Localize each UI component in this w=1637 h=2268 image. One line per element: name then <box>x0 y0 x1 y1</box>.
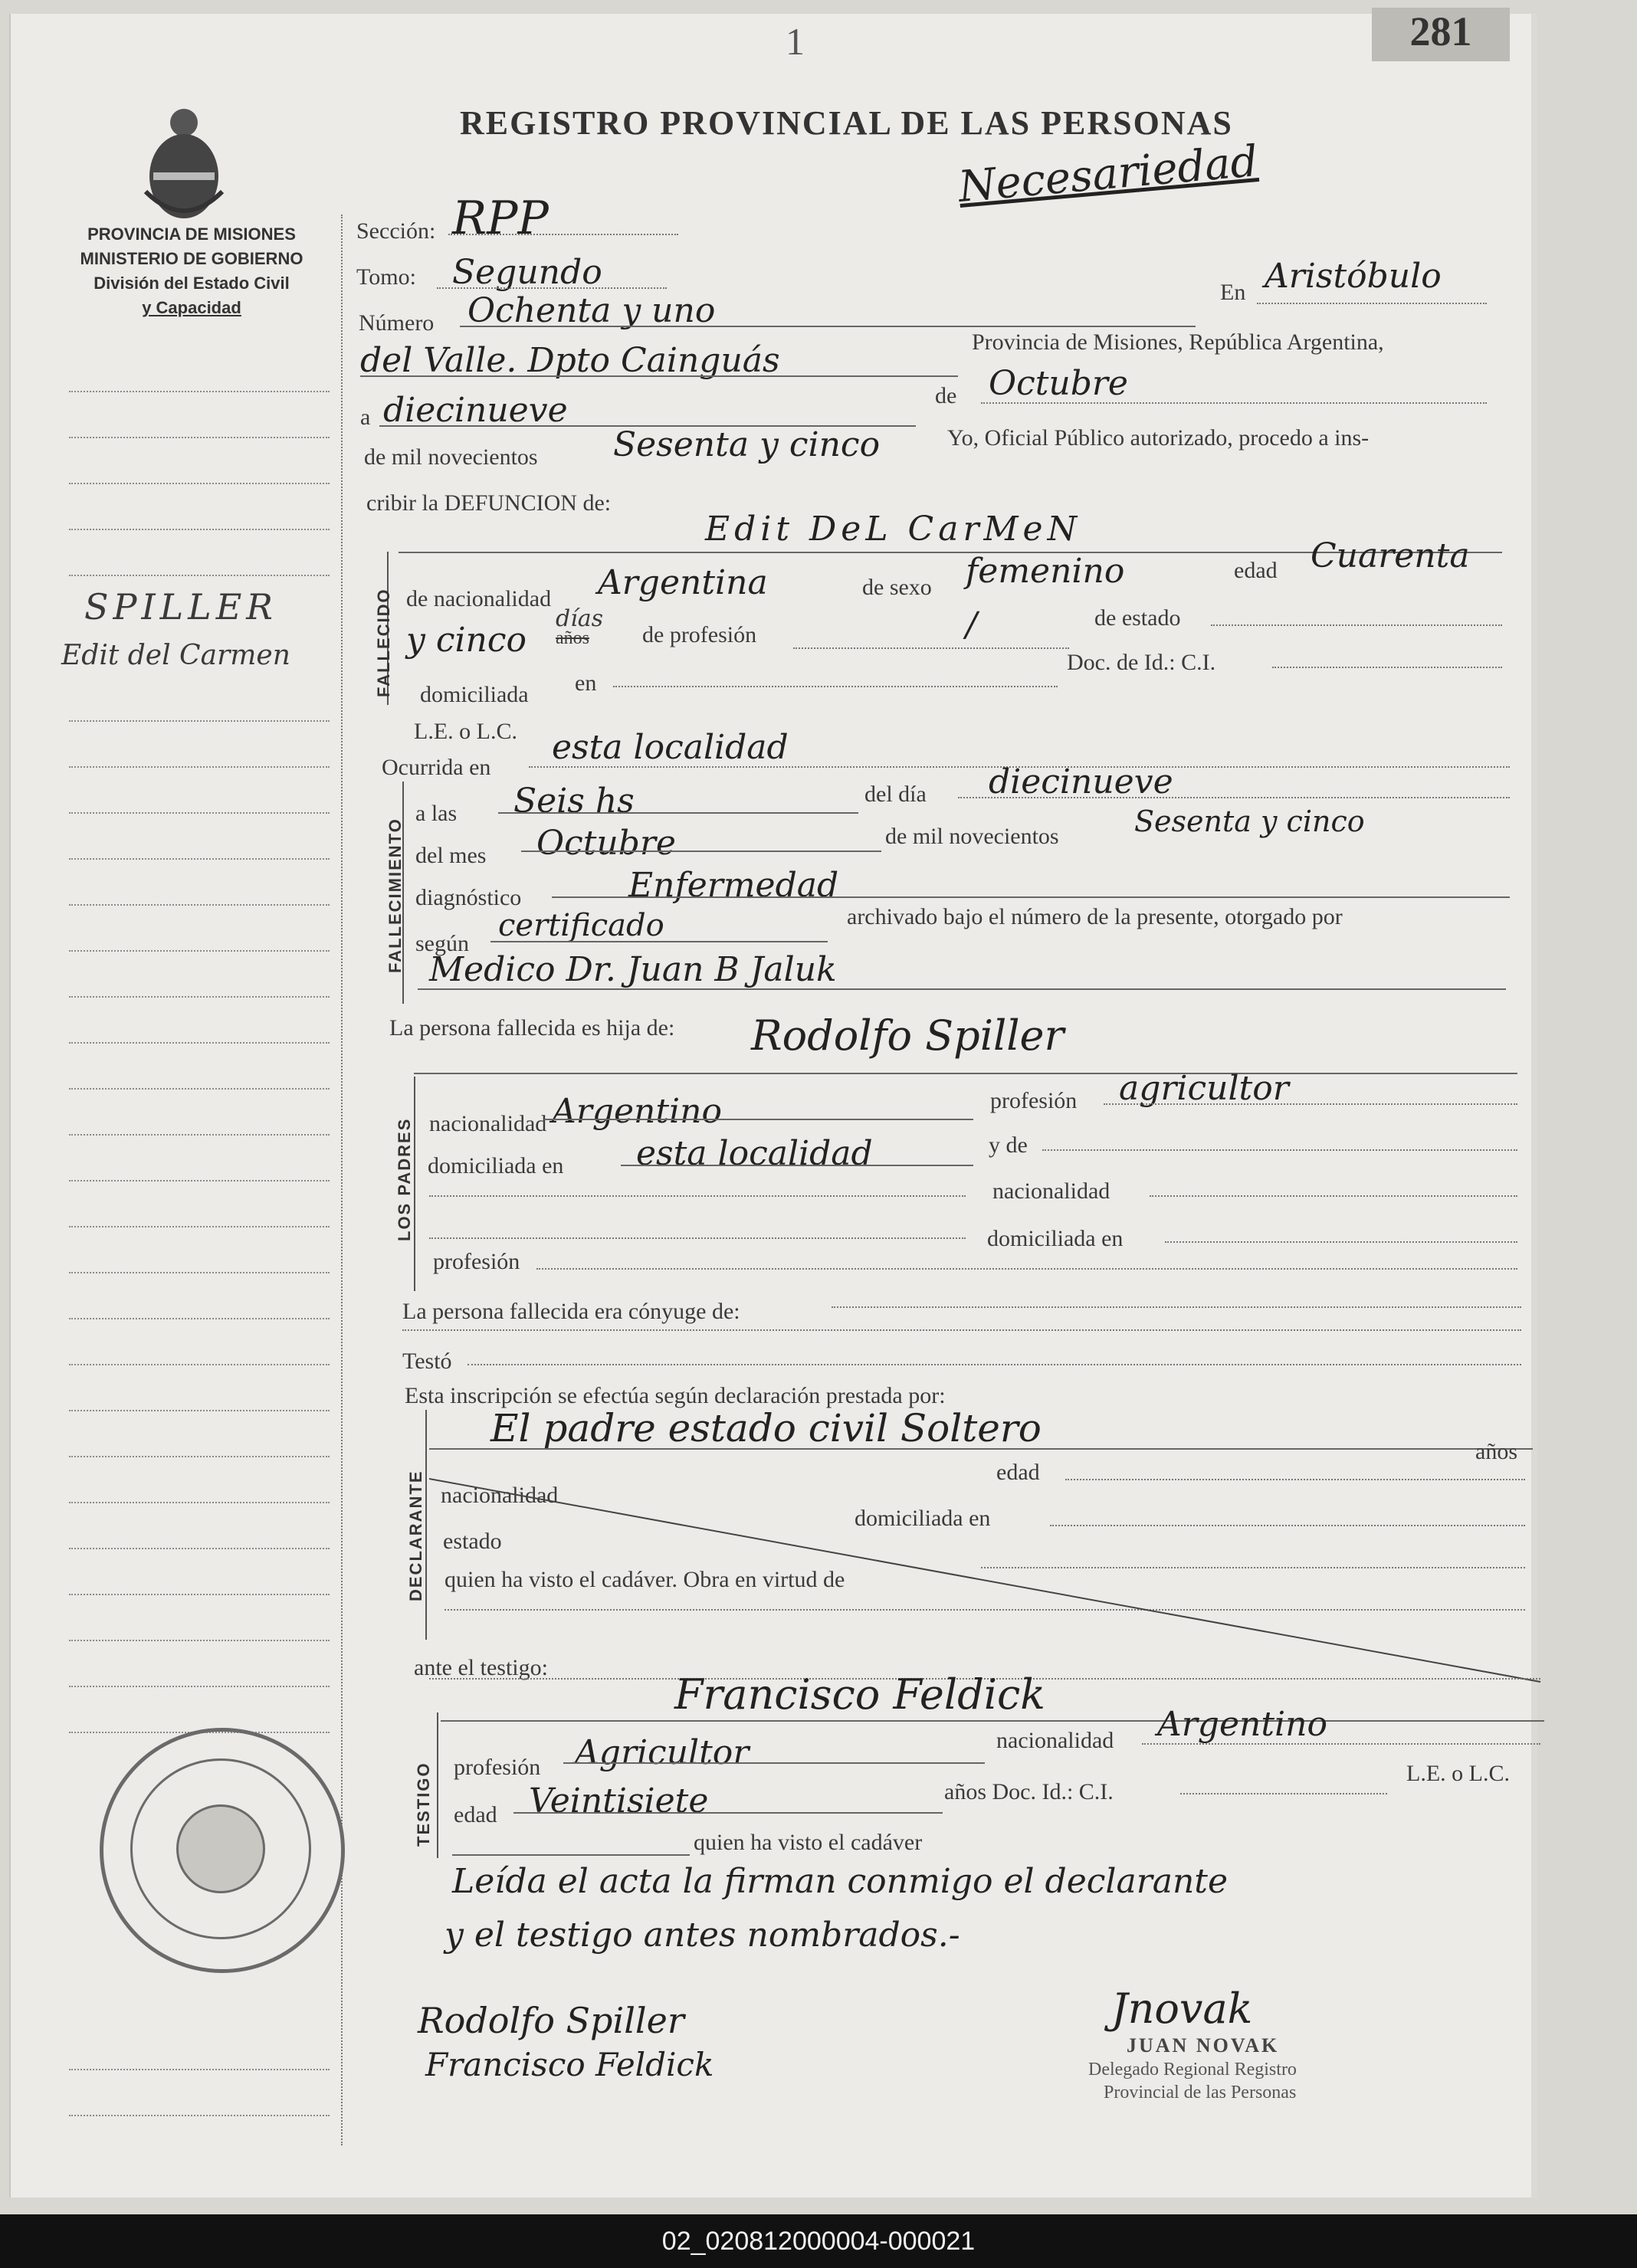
signature-father: Rodolfo Spiller <box>418 2000 684 2041</box>
ocurrida-value: esta localidad <box>552 728 789 767</box>
seccion-value: RPP <box>452 192 549 245</box>
segun-value: certificado <box>498 908 664 943</box>
diagnosis-value: Enfermedad <box>628 866 839 905</box>
conyuge-label: La persona fallecida era cónyuge de: <box>402 1299 740 1324</box>
a-label: a <box>360 405 371 430</box>
del-dia-label: del día <box>864 782 927 807</box>
declarante-domiciliada-label: domiciliada en <box>855 1506 991 1531</box>
doc-id-label: Doc. de Id.: C.I. <box>1067 650 1216 675</box>
folio-number: 281 <box>1372 8 1510 61</box>
seccion-label: Sección: <box>356 218 436 244</box>
de-mil-label: de mil novecientos <box>364 444 538 470</box>
father-nationality: Argentino <box>552 1092 722 1131</box>
padre-domiciliada-label: domiciliada en <box>428 1153 564 1178</box>
image-id-footer: 02_020812000004-000021 <box>0 2214 1637 2268</box>
sexo-label: de sexo <box>862 575 932 600</box>
father-name: Rodolfo Spiller <box>751 1011 1065 1060</box>
inscripcion-label: Esta inscripción se efectúa según declaración prestada por: <box>405 1383 946 1408</box>
testigo-quien-label: quien ha visto el cadáver <box>694 1830 923 1855</box>
archivado-text: archivado bajo el número de la presente, otorgado por <box>847 904 1343 929</box>
declarante-anos-label: años <box>1475 1439 1517 1464</box>
age-continuation: y cinco <box>406 621 527 660</box>
madre-nacionalidad-label: nacionalidad <box>992 1178 1110 1204</box>
segun-label: según <box>415 931 469 956</box>
signature-witness: Francisco Feldick <box>425 2046 714 2083</box>
tomo-label: Tomo: <box>356 264 416 290</box>
le-lc-label: L.E. o L.C. <box>414 719 517 744</box>
edad-label: edad <box>1234 558 1278 583</box>
hour-value: Seis hs <box>513 782 635 821</box>
witness-name: Francisco Feldick <box>674 1670 1045 1719</box>
numero-label: Número <box>359 310 435 336</box>
sex-value: femenino <box>966 552 1125 591</box>
de-mil-2-label: de mil novecientos <box>885 824 1059 849</box>
ocurrida-label: Ocurrida en <box>382 755 491 780</box>
place-value: Aristóbulo <box>1265 257 1442 296</box>
header-ministry: MINISTERIO DE GOBIERNO <box>80 249 303 268</box>
tomo-value: Segundo <box>452 253 602 292</box>
nacionalidad-label: de nacionalidad <box>406 586 552 611</box>
official-title-2: Provincial de las Personas <box>1104 2083 1297 2102</box>
ante-testigo-label: ante el testigo: <box>414 1655 548 1680</box>
closing-line-2: y el testigo antes nombrados.- <box>445 1916 960 1955</box>
year-value: Sesenta y cinco <box>613 425 881 464</box>
closing-line-1: Leída el acta la firman conmigo el declarante <box>452 1862 1229 1901</box>
day-value: diecinueve <box>383 391 568 430</box>
age-value: Cuarenta <box>1311 536 1470 575</box>
provincia-label: Provincia de Misiones, República Argentina, <box>972 329 1384 355</box>
death-year-value: Sesenta y cinco <box>1134 805 1365 838</box>
deceased-name: Edit DeL CarMeN <box>705 510 1082 549</box>
header-province: PROVINCIA DE MISIONES <box>87 225 296 244</box>
header-block <box>54 222 330 320</box>
cribir-text: cribir la DEFUNCION de: <box>366 490 612 516</box>
declarante-quien-label: quien ha visto el cadáver. Obra en virtud de <box>445 1567 845 1592</box>
witness-nationality: Argentino <box>1157 1705 1327 1744</box>
diagnostico-label: diagnóstico <box>415 885 522 910</box>
header-division: División del Estado Civil <box>93 274 290 293</box>
a-las-label: a las <box>415 801 458 826</box>
de-label: de <box>935 383 957 408</box>
father-profession: agricultor <box>1119 1069 1289 1108</box>
month-value: Octubre <box>989 364 1128 403</box>
testo-label: Testó <box>402 1349 452 1374</box>
fallecido-side-label: FALLECIDO <box>374 588 393 697</box>
declarante-side-label: DECLARANTE <box>406 1470 425 1601</box>
testigo-le-lc-label: L.E. o L.C. <box>1406 1761 1510 1786</box>
age-unit-struck: años <box>556 628 589 648</box>
margin-surname: SPILLER <box>84 586 277 628</box>
death-day-value: diecinueve <box>989 762 1173 801</box>
death-month-value: Octubre <box>536 824 676 863</box>
testigo-doc-label: años Doc. Id.: C.I. <box>944 1779 1114 1804</box>
madre-domiciliada-label: domiciliada en <box>987 1226 1124 1251</box>
coat-of-arms-icon <box>138 100 230 222</box>
witness-profession: Agricultor <box>575 1733 750 1772</box>
del-mes-label: del mes <box>415 843 487 868</box>
stamp-word: Necesariedad <box>956 136 1260 212</box>
madre-profesion-label: profesión <box>433 1249 520 1274</box>
age-unit: días <box>556 605 604 632</box>
official-title-1: Delegado Regional Registro <box>1088 2060 1297 2080</box>
margin-given-name: Edit del Carmen <box>61 640 290 671</box>
estado-label: de estado <box>1094 605 1181 631</box>
oficial-text: Yo, Oficial Público autorizado, procedo a ins- <box>947 425 1370 451</box>
nationality-value: Argentina <box>598 563 768 602</box>
declarante-strike-line <box>429 1460 1548 1690</box>
testigo-bracket <box>437 1712 438 1858</box>
doctor-value: Medico Dr. Juan B Jaluk <box>429 950 837 989</box>
profession-value: / <box>966 605 977 644</box>
signature-official: Jnovak <box>1111 1984 1253 2033</box>
padre-nacionalidad-label: nacionalidad <box>429 1111 547 1136</box>
padre-profesion-label: profesión <box>990 1088 1078 1113</box>
testigo-edad-label: edad <box>454 1802 497 1827</box>
page-number: 1 <box>786 20 805 63</box>
testigo-side-label: TESTIGO <box>414 1762 433 1847</box>
padres-side-label: LOS PADRES <box>395 1117 414 1241</box>
numero-value: Ochenta y uno <box>467 291 716 330</box>
witness-age: Veintisiete <box>529 1781 709 1821</box>
en-label: En <box>1220 280 1246 305</box>
place-continuation: del Valle. Dpto Cainguás <box>360 341 780 380</box>
father-domicile: esta localidad <box>636 1134 873 1173</box>
y-de-label: y de <box>989 1132 1028 1158</box>
official-round-stamp <box>100 1728 345 1973</box>
declarante-estado-label: estado <box>443 1529 502 1554</box>
official-name: JUAN NOVAK <box>1127 2034 1280 2057</box>
testigo-profesion-label: profesión <box>454 1755 541 1780</box>
domicilio-en-label: en <box>575 670 597 696</box>
header-capacity: y Capacidad <box>142 298 241 317</box>
domiciliada-label: domiciliada <box>420 682 529 707</box>
hija-de-label: La persona fallecida es hija de: <box>389 1015 675 1041</box>
testigo-nacionalidad-label: nacionalidad <box>996 1728 1114 1753</box>
declarante-edad-label: edad <box>996 1460 1040 1485</box>
profesion-label: de profesión <box>642 622 757 647</box>
declarant-value: El padre estado civil Soltero <box>490 1406 1042 1450</box>
declarante-nacionalidad-label: nacionalidad <box>441 1483 559 1508</box>
page-title: REGISTRO PROVINCIAL DE LAS PERSONAS <box>460 104 1233 142</box>
fallecimiento-side-label: FALLECIMIENTO <box>385 818 405 973</box>
